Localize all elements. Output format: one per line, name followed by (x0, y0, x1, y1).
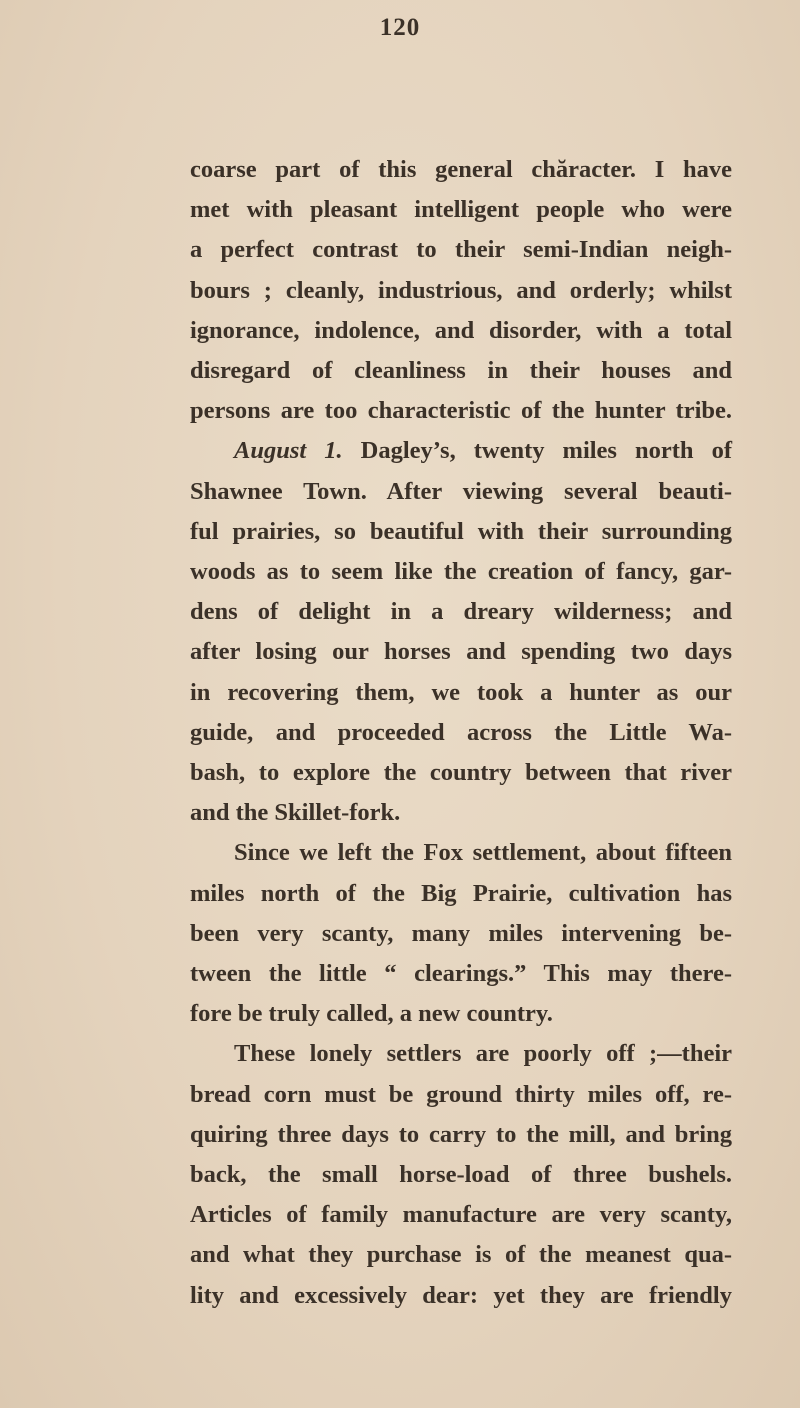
text-line: a perfect contrast to their semi-Indian neigh- (190, 236, 732, 264)
diary-date: August 1. (234, 437, 343, 465)
text-line: bash, to explore the country between that river (190, 759, 732, 787)
text-line: and the Skillet-fork. (190, 799, 401, 827)
text-line: miles north of the Big Prairie, cultivation has (190, 879, 732, 907)
diary-entry-line (190, 431, 732, 471)
text-line: fore be truly called, a new country. (190, 1000, 553, 1028)
text-line: ful prairies, so beautiful with their surrounding (190, 517, 732, 545)
text-line: Articles of family manufacture are very scanty, (190, 1201, 732, 1229)
text-line: guide, and proceeded across the Little Wa- (190, 718, 732, 746)
text-line: tween the little “ clearings.” This may there- (190, 960, 732, 988)
diary-place: Dagley’s, twenty miles north of (360, 437, 733, 465)
text-line: disregard of cleanliness in their houses and (190, 357, 732, 385)
text-line: ignorance, indolence, and disorder, with a total (190, 316, 732, 344)
text-line: dens of delight in a dreary wilderness; and (190, 598, 732, 626)
text-line: woods as to seem like the creation of fancy, gar- (190, 558, 732, 586)
text-line: Shawnee Town. After viewing several beauti- (190, 477, 732, 505)
text-line: bread corn must be ground thirty miles off, re- (190, 1080, 732, 1108)
text-line: in recovering them, we took a hunter as our (190, 678, 732, 706)
text-line: and what they purchase is of the meanest qua- (190, 1241, 732, 1269)
text-line: persons are too characteristic of the hunter tribe. (190, 397, 732, 425)
text-line: Since we left the Fox settlement, about fifteen (234, 839, 732, 867)
body-text (190, 150, 732, 1316)
text-line: after losing our horses and spending two days (190, 638, 732, 666)
text-line: These lonely settlers are poorly off ;—their (234, 1040, 732, 1068)
page-number: 120 (379, 14, 421, 41)
text-line: been very scanty, many miles intervening be- (190, 919, 732, 947)
text-line: lity and excessively dear: yet they are friendly (190, 1281, 732, 1309)
text-line: met with pleasant intelligent people who were (190, 196, 732, 224)
text-line: back, the small horse-load of three bushels. (190, 1161, 732, 1189)
text-line: quiring three days to carry to the mill, and bring (190, 1120, 732, 1148)
text-line: coarse part of this general chăracter. I have (190, 156, 732, 183)
text-line: bours ; cleanly, industrious, and orderly; whilst (190, 276, 732, 304)
